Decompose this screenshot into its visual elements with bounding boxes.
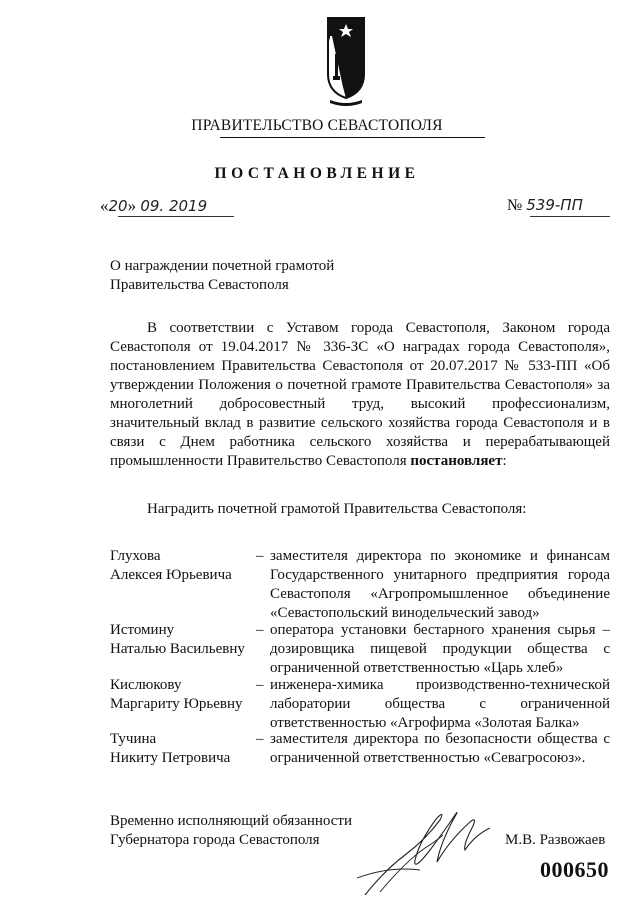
preamble-text: В соответствии с Уставом города Севастополя, Законом города Севастополя от 19.04.2017 № 336-ЗС «О наградах города Севастополя», постановлением Правительства Севастополя от 20.07.2017 № 533-ПП «Об утверждении Положения о почетной грамоте Правительства Севастополя» за многолетний добросовестный труд, высокий профессионализм, значительный вклад в развитие сельского хозяйства города Севастополя и в связи с Днем работника сельского хозяйства и перерабатывающей промышленности Правительство Севастополя <box>110 320 610 469</box>
awardee-position: оператора установки бестарного хранения сырья – дозировщика пищевой продукции общества с ограниченной ответственностью «Царь хлеб» <box>270 622 610 676</box>
award-intro: Наградить почетной грамотой Правительства Севастополя: <box>147 501 527 517</box>
awardee-description <box>256 547 610 623</box>
awardee-description <box>256 730 610 768</box>
date-day: 20 <box>108 197 128 215</box>
awardee-entry <box>110 547 610 621</box>
number-underline <box>530 216 610 217</box>
document-type-title: ПОСТАНОВЛЕНИЕ <box>214 165 420 182</box>
organization-name: ПРАВИТЕЛЬСТВО СЕВАСТОПОЛЯ <box>191 117 443 134</box>
awardee-given-names: Маргариту Юрьевну <box>110 696 243 712</box>
awardee-position: заместителя директора по безопасности общества с ограниченной ответственностью «Севагросоюз». <box>270 731 610 766</box>
document-number <box>507 196 583 215</box>
date-underline <box>118 216 234 217</box>
awardee-surname: Кислюкову <box>110 677 182 693</box>
subject-line: Правительства Севастополя <box>110 277 289 293</box>
position-line: Временно исполняющий обязанности <box>110 813 353 829</box>
awardee-dash: – <box>256 677 264 693</box>
position-line: Губернатора города Севастополя <box>110 832 320 848</box>
document-date <box>100 196 207 216</box>
signatory-position <box>110 812 352 850</box>
date-month-year: 09. 2019 <box>140 197 208 215</box>
number-sign: № <box>507 197 523 214</box>
awardee-name <box>110 547 260 585</box>
subject-line: О награждении почетной грамотой <box>110 258 335 274</box>
number-value: 539-ПП <box>526 196 583 214</box>
awardee-dash: – <box>256 622 264 638</box>
handwritten-signature-icon <box>345 800 500 900</box>
awardee-description <box>256 621 610 678</box>
awardee-entry <box>110 621 610 678</box>
preamble-bold-verb: постановляет <box>410 453 503 469</box>
awardee-dash: – <box>256 548 264 564</box>
awardee-entry <box>110 730 610 770</box>
awardee-entry <box>110 676 610 733</box>
awardee-name <box>110 621 260 659</box>
header-underline <box>220 137 485 138</box>
awardee-given-names: Наталью Васильевну <box>110 641 245 657</box>
awardee-dash: – <box>256 731 264 747</box>
document-subject <box>110 257 334 295</box>
preamble-colon: : <box>502 453 507 469</box>
awardee-given-names: Алексея Юрьевича <box>110 567 232 583</box>
awardee-name <box>110 676 260 714</box>
awardee-surname: Тучина <box>110 731 157 747</box>
awardee-given-names: Никиту Петровича <box>110 750 231 766</box>
registration-stamp-number: 000650 <box>540 857 609 882</box>
awardee-description <box>256 676 610 733</box>
awardee-surname: Глухова <box>110 548 161 564</box>
awardee-position: инженера-химика производственно-технической лаборатории общества с ограниченной ответственностью «Агрофирма «Золотая Балка» <box>270 677 610 731</box>
signer-name: М.В. Развожаев <box>505 832 606 848</box>
awardee-surname: Истомину <box>110 622 175 638</box>
preamble-paragraph <box>110 319 610 471</box>
sevastopol-coat-of-arms-icon <box>322 14 370 108</box>
awardee-name <box>110 730 260 768</box>
date-quote-close: » <box>127 196 137 215</box>
date-quote-open: « <box>100 196 109 215</box>
awardee-position: заместителя директора по экономике и финансам Государственного унитарного предприятия города Севастополя «Агропромышленное объединение «Севастопольский винодельческий завод» <box>270 548 610 621</box>
